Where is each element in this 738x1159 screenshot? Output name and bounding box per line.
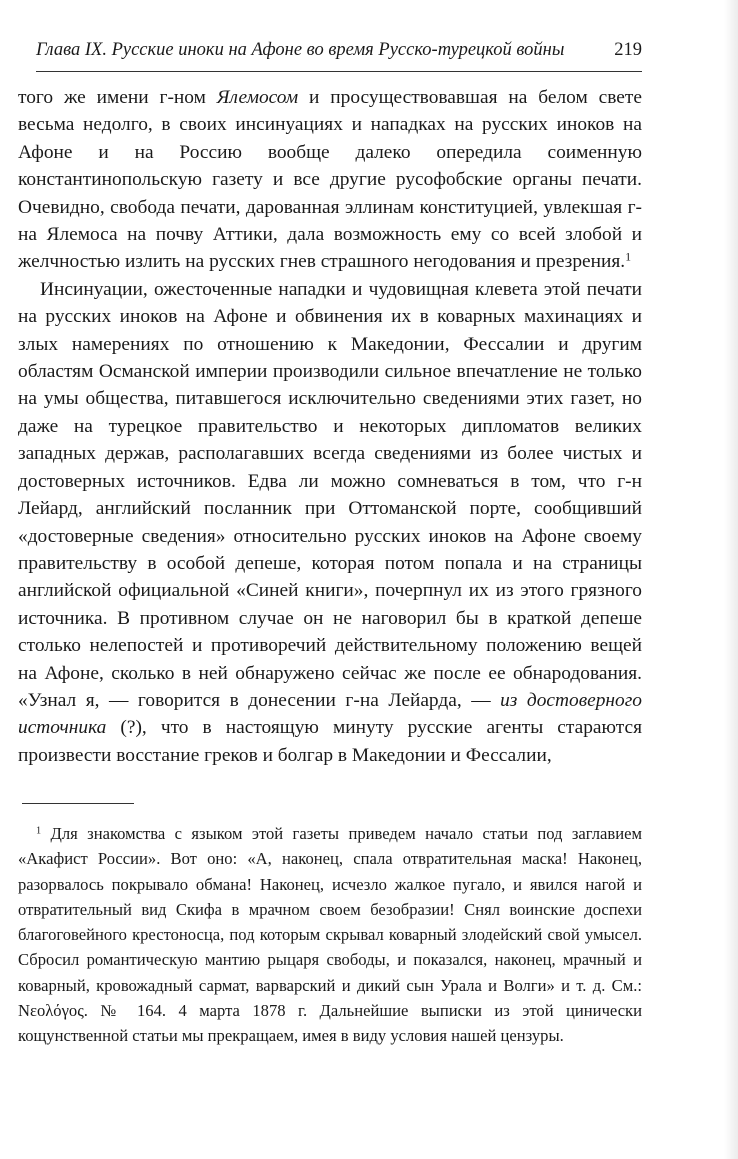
header-rule xyxy=(36,71,642,72)
footnote-text-start: Для знакомства с языком этой газеты приведем начало статьи под заглавием «Акафист России». Вот оно: «А, наконец, спала отвратительная маска! Наконец, разорвалось покрывало обмана! Наконец, исчезло жалкое пугало, и явился нагой и отвратительный вид Скифа в мрачном своем безобразии! Снял воинские доспехи благоговейного крестоносца, под которым скрывал коварный злодейский свой умысел. Сбросил романтическую мантию рыцаря свободы, и показался, наконец, мрачный и коварный, кровожадный сармат, варварский и дикий сын Урала и Волги» и т. д. См.: xyxy=(18,824,642,995)
footnote-text-end: . № 164. 4 марта 1878 г. Дальнейшие выписки из этой цинически кощунственной статьи мы прекращаем, имея в виду условия нашей цензуры. xyxy=(18,1001,642,1046)
footnote-reference[interactable]: 1 xyxy=(625,249,632,264)
paragraph-2-start: Инсинуации, ожесточенные нападки и чудовищная клевета этой печати на русских иноков на Афоне и обвинения их в коварных махинациях и злых намерениях по отношению к Македонии, Фессалии и другим областям Османской империи производили сильное впечатление не только на умы общества, питавшегося исключительно сведениями этих газет, но даже на турецкое правительство и некоторых дипломатов великих западных держав, располагавших всегда сведениями из более чистых и достоверных источников. Едва ли можно сомневаться в том, что г-н Лейард, английский посланник при Оттоманской порте, сообщивший «достоверные сведения» относительно русских иноков на Афоне своему правительству в особой депеше, которая потом попала и на страницы английской официальной «Синей книги», почерпнул их из этого грязного источника. В противном случае он не наговорил бы в краткой депеше столько нелепостей и противоречий действительному положению вещей на Афоне, сколько в ней обнаружено сейчас же после ее обнародования. «Узнал я, — говорится в донесении г-на Лейарда, — xyxy=(18,278,642,711)
paragraph-2-rest: (?), что в настоящую минуту русские агенты стараются произвести восстание греков и болгар в Македонии и Фессалии, xyxy=(18,717,642,766)
footnote-marker: 1 xyxy=(36,825,42,837)
paragraph-1 xyxy=(18,84,642,276)
paragraph-2 xyxy=(18,276,642,769)
emphasis-italic: из достоверного источника xyxy=(18,689,642,739)
running-title: Глава IX. Русские иноки на Афоне во время Русско-турецкой войны xyxy=(36,40,565,60)
footnote-paragraph xyxy=(18,821,642,1049)
page-edge-shadow xyxy=(724,0,738,1159)
footnote xyxy=(18,821,642,1049)
main-text xyxy=(18,84,642,769)
footnote-separator xyxy=(22,803,134,804)
footnote-source-title: Νεολόγος xyxy=(18,1001,84,1021)
running-header xyxy=(36,40,642,61)
paragraph-1-start: того же имени г-ном xyxy=(18,87,217,108)
person-name-italic: Ялемосом xyxy=(216,87,299,108)
paragraph-1-rest: и просуществовавшая на белом свете весьма недолго, в своих инсинуациях и нападках на русских иноков на Афоне и на Россию вообще далеко опередила соименную константинопольскую газету и все другие русофобские органы печати. Очевидно, свобода печати, дарованная эллинам конституцией, увлекшая г-на Ялемоса на почву Аттики, дала возможность ему со всей злобой и желчностью излить на русских гнев страшного негодования и презрения. xyxy=(18,87,642,273)
page-number: 219 xyxy=(614,40,642,60)
